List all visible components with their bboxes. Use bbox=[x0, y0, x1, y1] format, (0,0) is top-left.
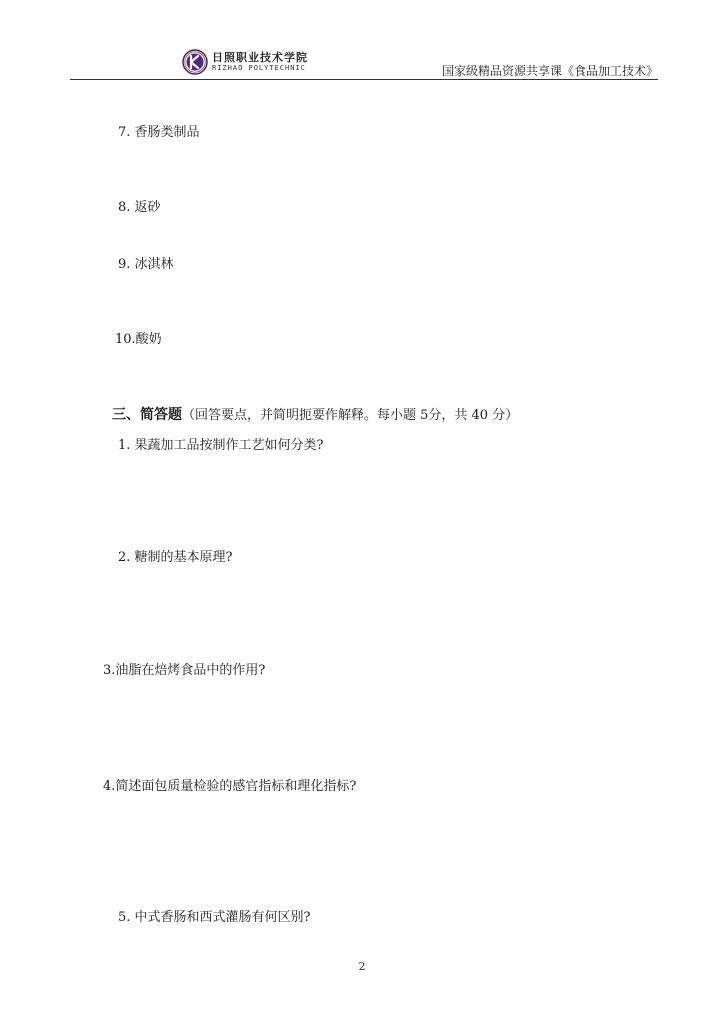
school-emblem-icon bbox=[182, 49, 208, 75]
question-item-4: 4.简述面包质量检验的感官指标和理化指标? bbox=[103, 779, 357, 794]
question-item-2: 2. 糖制的基本原理? bbox=[118, 550, 233, 565]
page-header bbox=[70, 40, 658, 82]
question-item-5: 5. 中式香肠和西式灌肠有何区别? bbox=[118, 910, 311, 925]
section-title: 三、简答题 bbox=[112, 407, 182, 423]
header-divider bbox=[70, 79, 658, 80]
term-item-9: 9. 冰淇林 bbox=[118, 257, 174, 272]
logo-english-name: RIZHAO POLYTECHNIC bbox=[212, 64, 306, 72]
question-item-1: 1. 果蔬加工品按制作工艺如何分类? bbox=[118, 438, 324, 453]
question-item-3: 3.油脂在焙烤食品中的作用? bbox=[103, 663, 266, 678]
term-item-8: 8. 返砂 bbox=[118, 200, 161, 215]
page-number: 2 bbox=[358, 960, 366, 973]
term-item-10: 10.酸奶 bbox=[115, 332, 162, 347]
school-logo bbox=[182, 48, 308, 76]
course-title: 国家级精品资源共享课《食品加工技术》 bbox=[441, 64, 658, 78]
term-item-7: 7. 香肠类制品 bbox=[118, 125, 200, 140]
logo-chinese-name: 日照职业技术学院 bbox=[212, 51, 308, 64]
section-instructions: （回答要点，并简明扼要作解释。每小题 5分，共 40 分） bbox=[182, 408, 519, 423]
section-heading bbox=[112, 404, 518, 424]
